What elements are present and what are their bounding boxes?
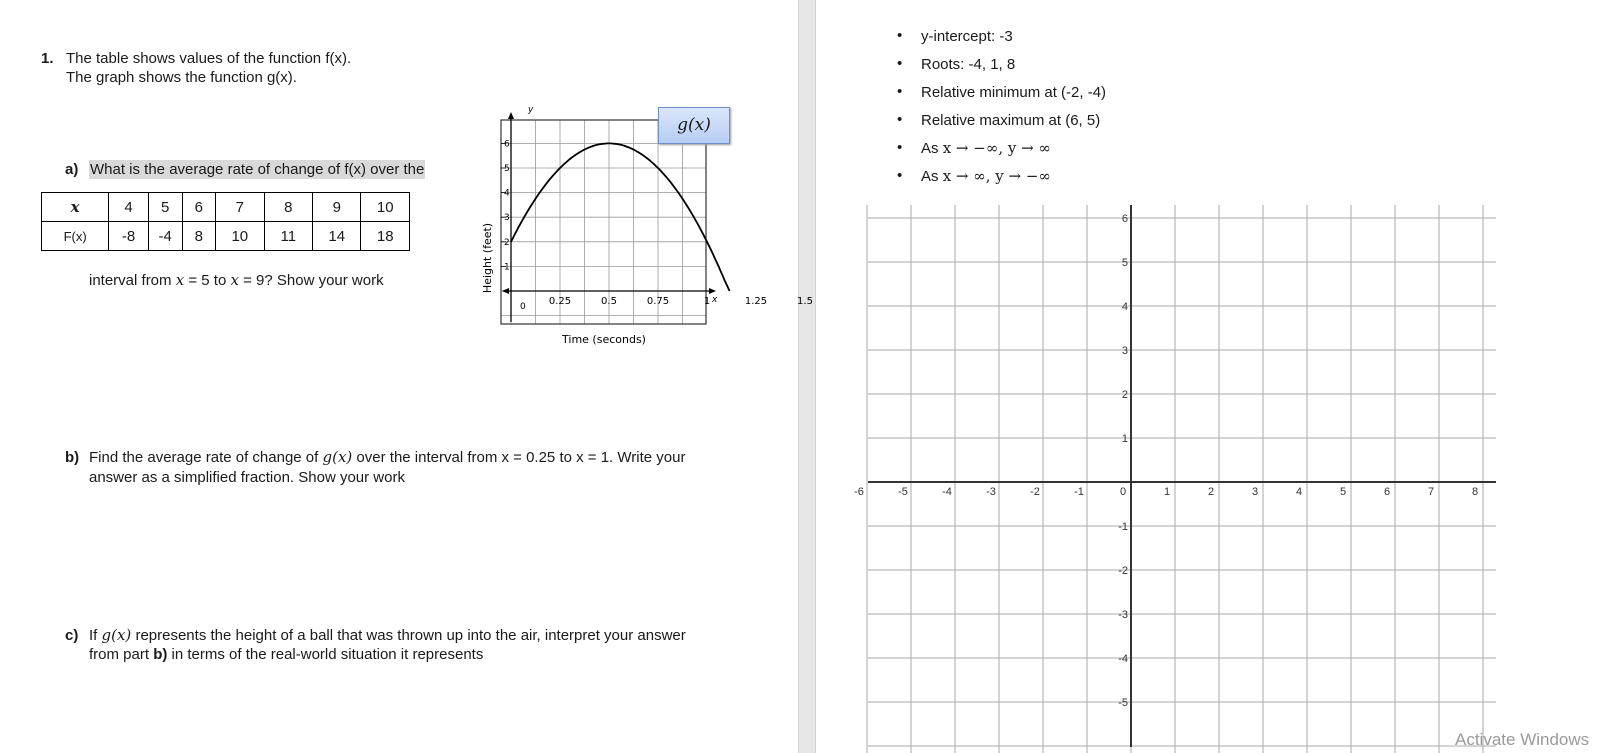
property-text: y-intercept: -3: [921, 28, 1013, 45]
table-cell: -8: [109, 222, 149, 251]
x-axis-label: 0: [1119, 486, 1127, 498]
part-a-label: a): [65, 161, 79, 178]
part-a-variable: x: [230, 271, 239, 289]
part-a-text-fragment: interval from: [89, 272, 176, 289]
page-gutter: [798, 0, 816, 753]
y-axis-label: 5: [1121, 257, 1128, 269]
x-axis-label: -4: [942, 486, 952, 498]
g-graph-y-letter: y: [528, 105, 534, 115]
property-text: As: [921, 168, 943, 185]
g-x-tick-label: 0.75: [646, 296, 670, 307]
list-item: [897, 27, 1106, 55]
activate-windows-watermark: Activate Windows: [1455, 730, 1590, 749]
list-item: [897, 139, 1106, 167]
bullet-icon: •: [897, 27, 903, 44]
x-axis-label: -1: [1074, 486, 1084, 498]
part-c-line-1: [89, 626, 686, 645]
g-x-arrow-left: [502, 288, 509, 294]
g-graph-grid: [501, 120, 706, 324]
property-math: x → −∞, y → ∞: [942, 139, 1051, 157]
table-row-x: [42, 193, 410, 222]
y-axis-label: -4: [1118, 653, 1128, 665]
g-x-tick-label: 1.5: [797, 296, 813, 307]
coordinate-grid: [854, 205, 1552, 753]
y-axis-label: 1: [1121, 433, 1128, 445]
table-cell: 8: [182, 222, 216, 251]
part-a-variable: x: [175, 271, 185, 289]
question-line-2: The graph shows the function g(x).: [66, 69, 297, 86]
g-graph-frame: [501, 120, 706, 324]
table-cell: 8: [264, 193, 312, 222]
list-item: [897, 55, 1106, 83]
part-c-line-2: [89, 645, 483, 664]
function-table: [41, 192, 410, 251]
part-c-label: c): [65, 627, 79, 644]
x-axis-label: -2: [1030, 486, 1040, 498]
list-item: [897, 167, 1106, 195]
part-c-text-fragment: represents the height of a ball that was thrown up into the air, interpret your answer: [131, 627, 686, 644]
coordinate-grid-lines: [867, 205, 1496, 753]
g-y-tick-label: 3: [504, 213, 510, 224]
g-graph-y-title: Height (feet): [481, 222, 494, 294]
part-b-label: b): [65, 449, 80, 466]
part-a-text-highlighted: What is the average rate of change of f(x) over the: [90, 161, 425, 178]
table-cell: 9: [313, 193, 361, 222]
coordinate-axes: [868, 205, 1496, 747]
g-x-tick-label: 1: [703, 296, 711, 307]
g-y-arrow: [508, 112, 514, 119]
list-item: [897, 83, 1106, 111]
part-a-text-continued: [89, 271, 384, 290]
table-cell: 10: [216, 222, 264, 251]
table-cell: 7: [216, 193, 264, 222]
part-b-line-2: answer as a simplified fraction. Show your work: [89, 469, 405, 486]
bullet-icon: •: [897, 139, 903, 156]
g-y-tick-label: 5: [504, 164, 510, 174]
g-graph-y-ticks: [501, 139, 510, 272]
part-b-function: g(x): [322, 448, 353, 466]
part-a-text-fragment: = 9? Show your work: [238, 272, 384, 289]
g-y-tick-label: 4: [504, 188, 510, 199]
g-x-arrow: [709, 288, 716, 294]
y-axis-label: -5: [1118, 697, 1128, 709]
properties-list: [897, 27, 1106, 195]
x-axis-label: -6: [854, 486, 864, 498]
coordinate-labels: [854, 213, 1478, 709]
part-b-line-1: [89, 448, 685, 467]
g-legend-label: g(x): [658, 107, 730, 144]
part-a-text-fragment: = 5 to: [184, 272, 231, 289]
property-text: As: [921, 140, 943, 157]
part-c-text-fragment: in terms of the real-world situation it represents: [167, 646, 484, 663]
property-text: Relative minimum at (-2, -4): [921, 84, 1107, 101]
x-axis-label: 3: [1251, 486, 1259, 498]
x-axis-label: -5: [898, 486, 908, 498]
x-axis-label: 2: [1207, 486, 1215, 498]
g-y-tick-label: 2: [504, 237, 510, 248]
y-axis-label: -1: [1118, 521, 1128, 533]
table-cell: 14: [313, 222, 361, 251]
part-c-text-fragment: If: [89, 627, 102, 644]
g-x-tick-label: 0.25: [548, 296, 572, 307]
bullet-icon: •: [897, 55, 903, 72]
bullet-icon: •: [897, 83, 903, 100]
part-c-text-fragment: from part: [89, 646, 154, 663]
x-axis-label: -3: [986, 486, 996, 498]
table-header-f: F(x): [42, 222, 109, 251]
property-math: x → ∞, y → −∞: [942, 167, 1051, 185]
table-cell: 5: [148, 193, 182, 222]
part-c-function: g(x): [101, 626, 132, 644]
y-axis-label: 3: [1121, 345, 1128, 357]
property-text: Relative maximum at (6, 5): [921, 112, 1101, 129]
x-axis-label: 7: [1427, 486, 1435, 498]
part-c-bold-ref: b): [153, 646, 168, 663]
table-cell: 6: [182, 193, 216, 222]
g-x-tick-label: 0.5: [601, 296, 617, 307]
x-axis-label: 1: [1163, 486, 1171, 498]
property-text: Roots: -4, 1, 8: [921, 56, 1016, 73]
y-axis-label: 2: [1121, 389, 1128, 401]
y-axis-label: 6: [1121, 213, 1128, 225]
bullet-icon: •: [897, 111, 903, 128]
bullet-icon: •: [897, 167, 903, 184]
x-axis-label: 5: [1339, 486, 1347, 498]
part-b-text-fragment: over the interval from x = 0.25 to x = 1. Write your: [352, 449, 686, 466]
g-graph-x-title: Time (seconds): [562, 333, 646, 346]
g-graph-x-letter: x: [712, 295, 718, 305]
y-axis-label: 4: [1121, 301, 1128, 313]
table-cell: 11: [264, 222, 312, 251]
part-b-text-fragment: Find the average rate of change of: [89, 449, 323, 466]
g-y-tick-label: 6: [504, 139, 510, 150]
table-header-x: x: [42, 193, 109, 222]
x-axis-label: 8: [1471, 486, 1479, 498]
y-axis-label: -3: [1118, 609, 1128, 621]
table-row-f: [42, 222, 410, 251]
y-axis-label: -2: [1118, 565, 1128, 577]
g-x-tick-label: 1.25: [744, 296, 768, 307]
question-number: 1.: [41, 50, 54, 67]
table-cell: 4: [109, 193, 149, 222]
g-graph-origin: 0: [520, 302, 526, 312]
table-cell: -4: [148, 222, 182, 251]
table-cell: 18: [361, 222, 410, 251]
x-axis-label: 6: [1383, 486, 1391, 498]
question-line-1: The table shows values of the function f(x).: [66, 50, 352, 67]
g-y-tick-label: 1: [504, 262, 510, 273]
list-item: [897, 111, 1106, 139]
table-cell: 10: [361, 193, 410, 222]
x-axis-label: 4: [1295, 486, 1303, 498]
